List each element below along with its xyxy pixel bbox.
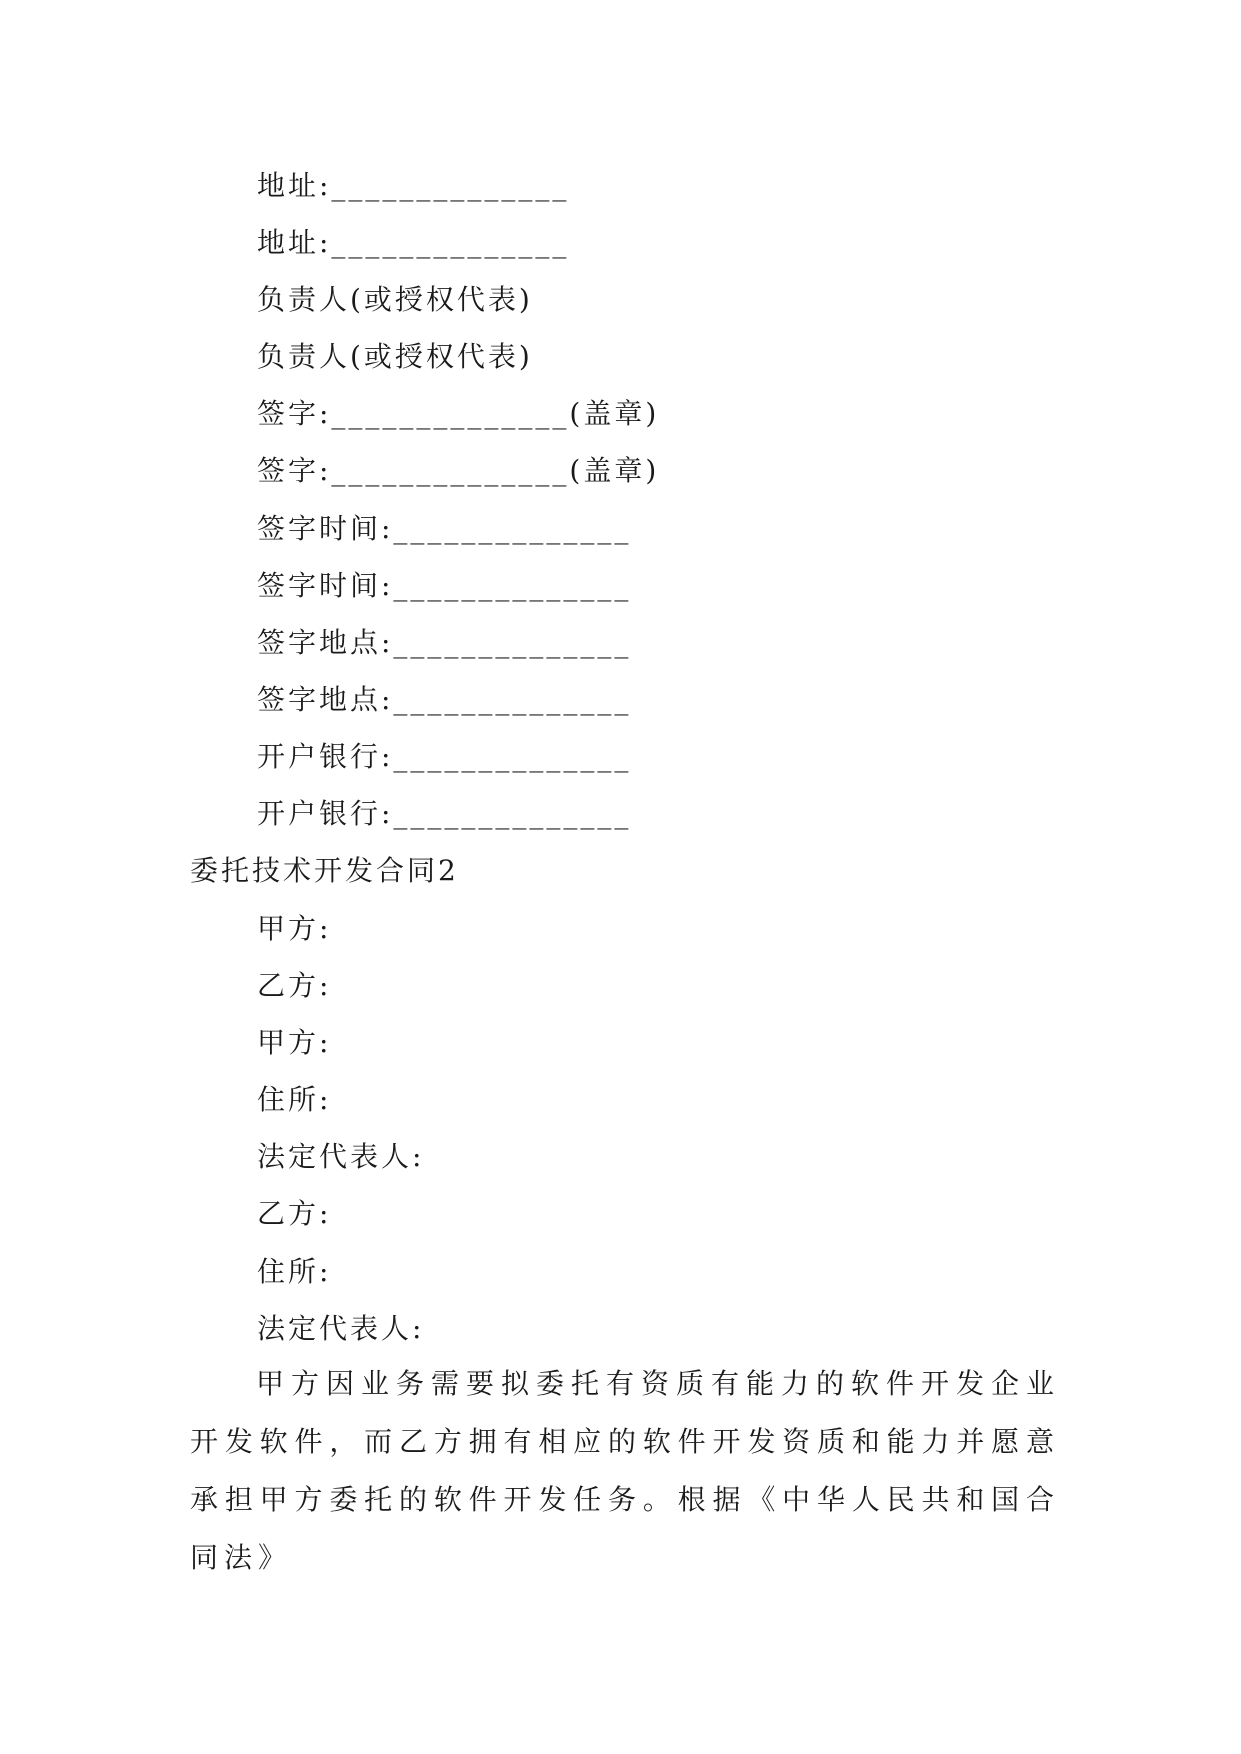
section-title: 委托技术开发合同2 <box>190 854 459 887</box>
signing-place-line-party-b: 签字地点:______________ <box>257 683 632 716</box>
bank-line-party-b: 开户银行:______________ <box>257 797 632 830</box>
signature-line-party-a: 签字:______________(盖章) <box>257 397 660 430</box>
signing-time-line-party-a: 签字时间:______________ <box>257 512 632 545</box>
party-b-legal-rep-label: 法定代表人: <box>257 1312 425 1345</box>
address-line-party-a: 地址:______________ <box>257 169 570 202</box>
party-a-legal-rep-label: 法定代表人: <box>257 1140 425 1173</box>
party-a-label: 甲方: <box>257 1026 332 1059</box>
bank-line-party-a: 开户银行:______________ <box>257 740 632 773</box>
body-paragraph: 甲方因业务需要拟委托有资质有能力的软件开发企业开发软件，而乙方拥有相应的软件开发资质和能力并愿意承担甲方委托的软件开发任务。根据《中华人民共和国合同法》 <box>190 1367 1060 1574</box>
party-b-address-label: 住所: <box>257 1255 332 1288</box>
address-line-party-b: 地址:______________ <box>257 226 570 259</box>
representative-line-party-b: 负责人(或授权代表) <box>257 340 533 373</box>
party-b-label: 乙方: <box>257 1197 332 1230</box>
signing-time-line-party-b: 签字时间:______________ <box>257 569 632 602</box>
party-b-label: 乙方: <box>257 969 332 1002</box>
party-a-label: 甲方: <box>257 912 332 945</box>
representative-line-party-a: 负责人(或授权代表) <box>257 283 533 316</box>
signing-place-line-party-a: 签字地点:______________ <box>257 626 632 659</box>
party-a-address-label: 住所: <box>257 1083 332 1116</box>
signature-line-party-b: 签字:______________(盖章) <box>257 454 660 487</box>
